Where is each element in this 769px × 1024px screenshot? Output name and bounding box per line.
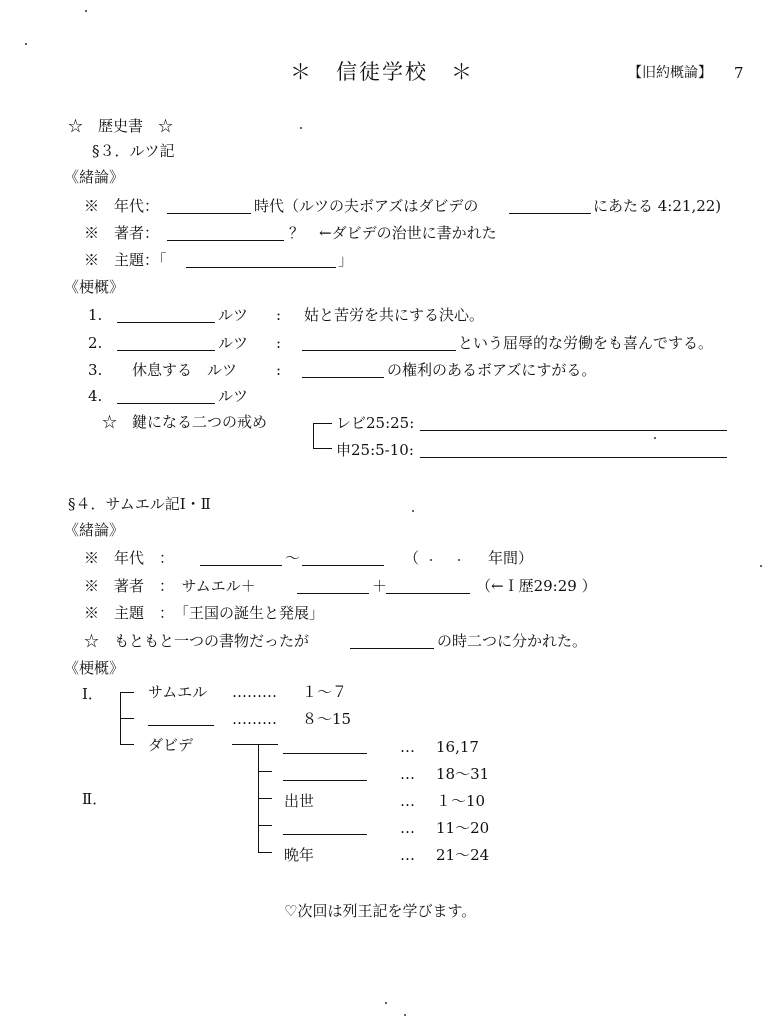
david-item-5-label: 晩年	[284, 846, 315, 864]
footer-next-time: ♡次回は列王記を学びます。	[284, 902, 477, 920]
scan-speck	[458, 559, 460, 561]
ruth-outline-3-blank[interactable]	[302, 377, 384, 378]
david-item-4-blank[interactable]	[283, 834, 367, 835]
ruth-heading: §３．ルツ記	[92, 142, 175, 160]
david-item-3-label: 出世	[284, 792, 315, 810]
branch-second-dots: ………	[232, 710, 277, 728]
ruth-outline-4-suffix: ルツ	[218, 387, 249, 405]
page-number: 7	[734, 64, 744, 82]
key-bracket-top	[313, 423, 332, 424]
key-item-lev-blank[interactable]	[420, 430, 727, 431]
key-bracket-bottom	[313, 448, 332, 449]
ruth-theme-suffix: 」	[338, 251, 354, 269]
samuel-author-ref: （←Ｉ歴29:29 ）	[476, 577, 597, 595]
branch-second-chapters: ８～15	[302, 710, 352, 728]
david-item-2-dots: …	[400, 765, 415, 783]
ruth-outline-2-suffix: ルツ	[218, 334, 249, 352]
david-item-5-dots: …	[400, 846, 415, 864]
scan-speck	[404, 1014, 406, 1016]
samuel-intro-label: 《緒論》	[64, 521, 125, 539]
ruth-outline-2-blank[interactable]	[117, 350, 215, 351]
david-item-1-blank[interactable]	[283, 753, 367, 754]
ruth-author-blank[interactable]	[167, 240, 284, 241]
scan-speck	[760, 565, 762, 567]
samuel-era-years: 年間）	[488, 549, 534, 567]
ruth-outline-3-desc: の権利のあるボアズにすがる。	[387, 361, 597, 379]
ruth-outline-2-desc: という屈辱的な労働をも喜んでする。	[458, 334, 714, 352]
tree-branch-second	[120, 718, 134, 719]
branch-david-label: ダビデ	[148, 736, 194, 754]
ruth-theme-prefix: ※ 主題：「	[84, 251, 167, 269]
ruth-outline-3-label: 休息する ルツ	[132, 361, 238, 379]
page-title: ＊ 信徒学校 ＊	[290, 60, 474, 84]
ruth-outline-2-colon: :	[276, 334, 282, 352]
david-item-3-chapters: １～10	[436, 792, 486, 810]
samuel-part-1: Ⅰ．	[82, 685, 103, 703]
ruth-era-middle: 時代（ルツの夫ボアズはダビデの	[254, 197, 479, 215]
samuel-theme: ※ 主題 ： 「王国の誕生と発展」	[84, 604, 325, 622]
ruth-outline-1-colon: :	[276, 306, 282, 324]
section-heading-history: ☆ 歴史書 ☆	[68, 117, 174, 135]
ruth-outline-1-suffix: ルツ	[218, 306, 249, 324]
ruth-outline-2-desc-blank[interactable]	[302, 350, 456, 351]
david-item-4-chapters: 11～20	[436, 819, 490, 837]
david-item-2-chapters: 18～31	[436, 765, 490, 783]
samuel-note-suffix: の時二つに分かれた。	[437, 632, 588, 650]
ruth-key-label: ☆ 鍵になる二つの戒め	[102, 413, 268, 431]
samuel-part-2: Ⅱ．	[82, 790, 108, 808]
ruth-era-prefix: ※ 年代：	[84, 197, 160, 215]
ruth-era-suffix: にあたる 4:21,22)	[593, 197, 722, 215]
scan-speck	[654, 437, 656, 439]
david-branch-2	[258, 771, 272, 772]
samuel-author-prefix: ※ 著者 ： サムエル＋	[84, 577, 256, 595]
samuel-author-blank-1[interactable]	[297, 593, 369, 594]
samuel-heading: §４．サムエル記Ⅰ・Ⅱ	[68, 495, 211, 513]
samuel-outline-label: 《梗概》	[64, 659, 125, 677]
ruth-outline-label: 《梗概》	[64, 278, 125, 296]
ruth-relation-blank[interactable]	[509, 213, 591, 214]
samuel-author-plus: ＋	[372, 577, 388, 595]
ruth-outline-2-num: 2.	[88, 334, 103, 352]
scan-speck	[300, 127, 302, 129]
tree-branch-david	[120, 744, 134, 745]
branch-second-blank[interactable]	[148, 725, 214, 726]
branch-samuel-chapters: １～７	[302, 683, 348, 701]
ruth-outline-1-blank[interactable]	[117, 322, 215, 323]
david-item-1-chapters: 16,17	[436, 738, 479, 756]
david-connector	[232, 744, 278, 745]
ruth-outline-3-colon: :	[276, 361, 282, 379]
samuel-note-blank[interactable]	[350, 648, 434, 649]
samuel-era-end-blank[interactable]	[302, 565, 384, 566]
david-item-1-dots: …	[400, 738, 415, 756]
david-item-3-dots: …	[400, 792, 415, 810]
branch-samuel-label: サムエル	[148, 683, 208, 701]
ruth-outline-1-num: 1.	[88, 306, 103, 324]
samuel-note-prefix: ☆ もともと一つの書物だったが	[84, 632, 310, 650]
david-branch-5	[258, 852, 272, 853]
scan-speck	[85, 10, 87, 12]
branch-samuel-dots: ………	[232, 683, 277, 701]
tree-branch-samuel	[120, 692, 134, 693]
key-item-lev: レビ25:25:	[336, 414, 415, 432]
samuel-era-paren-open: （	[404, 549, 420, 567]
ruth-outline-3-num: 3.	[88, 361, 103, 379]
david-item-4-dots: …	[400, 819, 415, 837]
ruth-outline-4-num: 4.	[88, 387, 103, 405]
samuel-era-start-blank[interactable]	[200, 565, 282, 566]
ruth-intro-label: 《緒論》	[64, 168, 125, 186]
ruth-author-prefix: ※ 著者：	[84, 224, 160, 242]
samuel-author-blank-2[interactable]	[386, 593, 470, 594]
ruth-outline-4-blank[interactable]	[117, 403, 215, 404]
david-branch-3	[258, 798, 272, 799]
scan-speck	[412, 510, 414, 512]
ruth-era-blank[interactable]	[167, 213, 251, 214]
ruth-author-suffix: ？ ←ダビデの治世に書かれた	[289, 224, 497, 242]
scan-speck	[430, 559, 432, 561]
course-tag: 【旧約概論】	[628, 65, 712, 81]
david-item-5-chapters: 21～24	[436, 846, 490, 864]
key-bracket-vertical	[313, 423, 314, 448]
samuel-era-prefix: ※ 年代 ：	[84, 549, 175, 567]
david-branch-4	[258, 825, 272, 826]
scan-speck	[25, 43, 27, 45]
ruth-theme-blank[interactable]	[186, 267, 336, 268]
ruth-outline-1-desc: 姑と苦労を共にする決心。	[304, 306, 485, 324]
key-item-deut: 申25:5-10:	[336, 441, 414, 459]
david-item-2-blank[interactable]	[283, 780, 367, 781]
samuel-era-tilde: ～	[285, 549, 301, 567]
scan-speck	[385, 1002, 387, 1004]
key-item-deut-blank[interactable]	[420, 457, 727, 458]
